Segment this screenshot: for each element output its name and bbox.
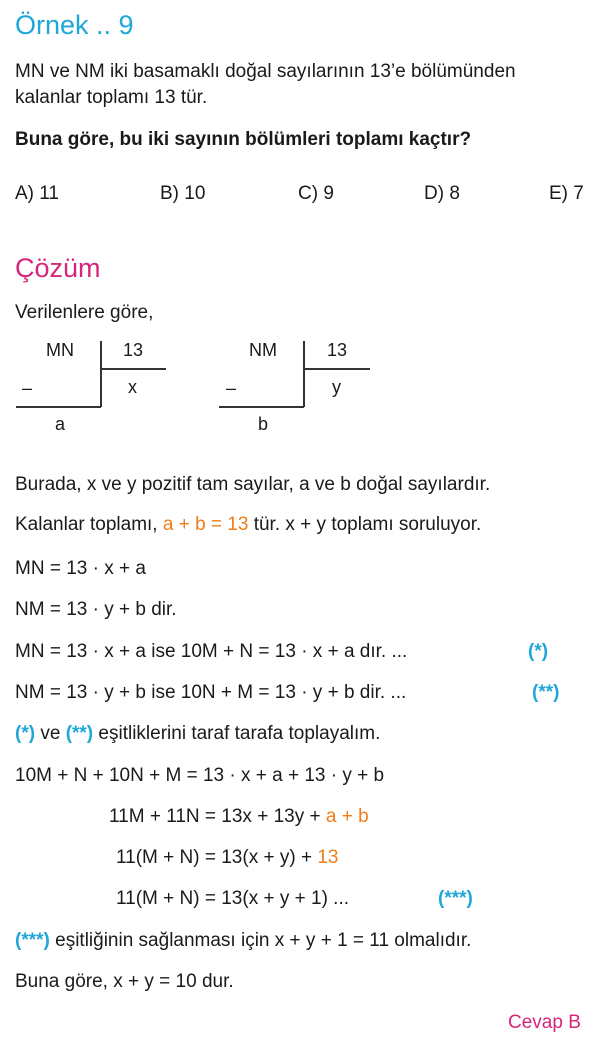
answer-label: Cevap B (508, 1012, 581, 1033)
solution-title: Çözüm (15, 253, 101, 283)
divisor-underline (100, 368, 166, 370)
highlighted-term: 13 (317, 847, 339, 868)
division-vertical-line (100, 341, 102, 407)
step-2 (109, 805, 369, 829)
subtraction-line (219, 406, 304, 408)
quotient: x (128, 377, 137, 397)
equation-1: MN = 13 · x + a (15, 558, 146, 579)
step-1: 10M + N + 10N + M = 13 · x + a + 13 · y + b (15, 765, 385, 786)
equation-4-tag: (**) (532, 682, 560, 703)
equation-3-tag: (*) (528, 641, 549, 662)
remainder: b (258, 414, 269, 434)
text: 11M + 11N = 13x + 13y + (109, 806, 326, 827)
highlighted-sum: a + b = 13 (162, 514, 249, 535)
equation-3: MN = 13 · x + a ise 10M + N = 13 · x + a dır. ... (15, 641, 408, 662)
equation-4: NM = 13 · y + b ise 10N + M = 13 · y + b dir. ... (15, 682, 407, 703)
solution-line-1: Burada, x ve y pozitif tam sayılar, a ve b doğal sayılardır. (15, 474, 491, 495)
step-3 (116, 846, 338, 870)
solution-line-3 (15, 722, 380, 746)
divisor: 13 (123, 340, 144, 360)
minus-sign: – (226, 378, 237, 398)
question-line-1: MN ve NM iki basamaklı doğal sayılarının 13’e bölümünden (15, 61, 516, 82)
option-e: E) 7 (549, 183, 584, 204)
dividend: NM (249, 340, 277, 360)
dividend: MN (46, 340, 74, 360)
divisor: 13 (327, 340, 348, 360)
text: ve (35, 723, 66, 744)
option-d: D) 8 (424, 183, 460, 204)
step-4-tag: (***) (438, 888, 473, 909)
text: eşitliğinin sağlanması için x + y + 1 = 11 olmalıdır. (49, 930, 472, 951)
divisor-underline (303, 368, 370, 370)
option-b: B) 10 (160, 183, 206, 204)
tag: (**) (65, 723, 94, 744)
text: 11(M + N) = 13(x + y) + (116, 847, 318, 868)
text: tür. x + y toplamı soruluyor. (248, 514, 482, 535)
minus-sign: – (22, 378, 33, 398)
solution-intro: Verilenlere göre, (15, 302, 154, 323)
subtraction-line (16, 406, 101, 408)
question-prompt: Buna göre, bu iki sayının bölümleri toplamı kaçtır? (15, 129, 472, 150)
solution-line-2 (15, 513, 481, 537)
text: Kalanlar toplamı, (15, 514, 163, 535)
remainder: a (55, 414, 66, 434)
tag: (*) (15, 723, 36, 744)
division-vertical-line (303, 341, 305, 407)
solution-line-5: Buna göre, x + y = 10 dur. (15, 971, 234, 992)
text: eşitliklerini taraf tarafa toplayalım. (93, 723, 381, 744)
question-line-2: kalanlar toplamı 13 tür. (15, 87, 208, 108)
tag: (***) (15, 930, 50, 951)
option-c: C) 9 (298, 183, 334, 204)
highlighted-term: a + b (325, 806, 369, 827)
quotient: y (332, 377, 341, 397)
step-4: 11(M + N) = 13(x + y + 1) ... (116, 888, 350, 909)
solution-line-4 (15, 929, 471, 953)
equation-2: NM = 13 · y + b dir. (15, 599, 177, 620)
option-a: A) 11 (15, 183, 60, 204)
example-title: Örnek .. 9 (15, 10, 134, 40)
